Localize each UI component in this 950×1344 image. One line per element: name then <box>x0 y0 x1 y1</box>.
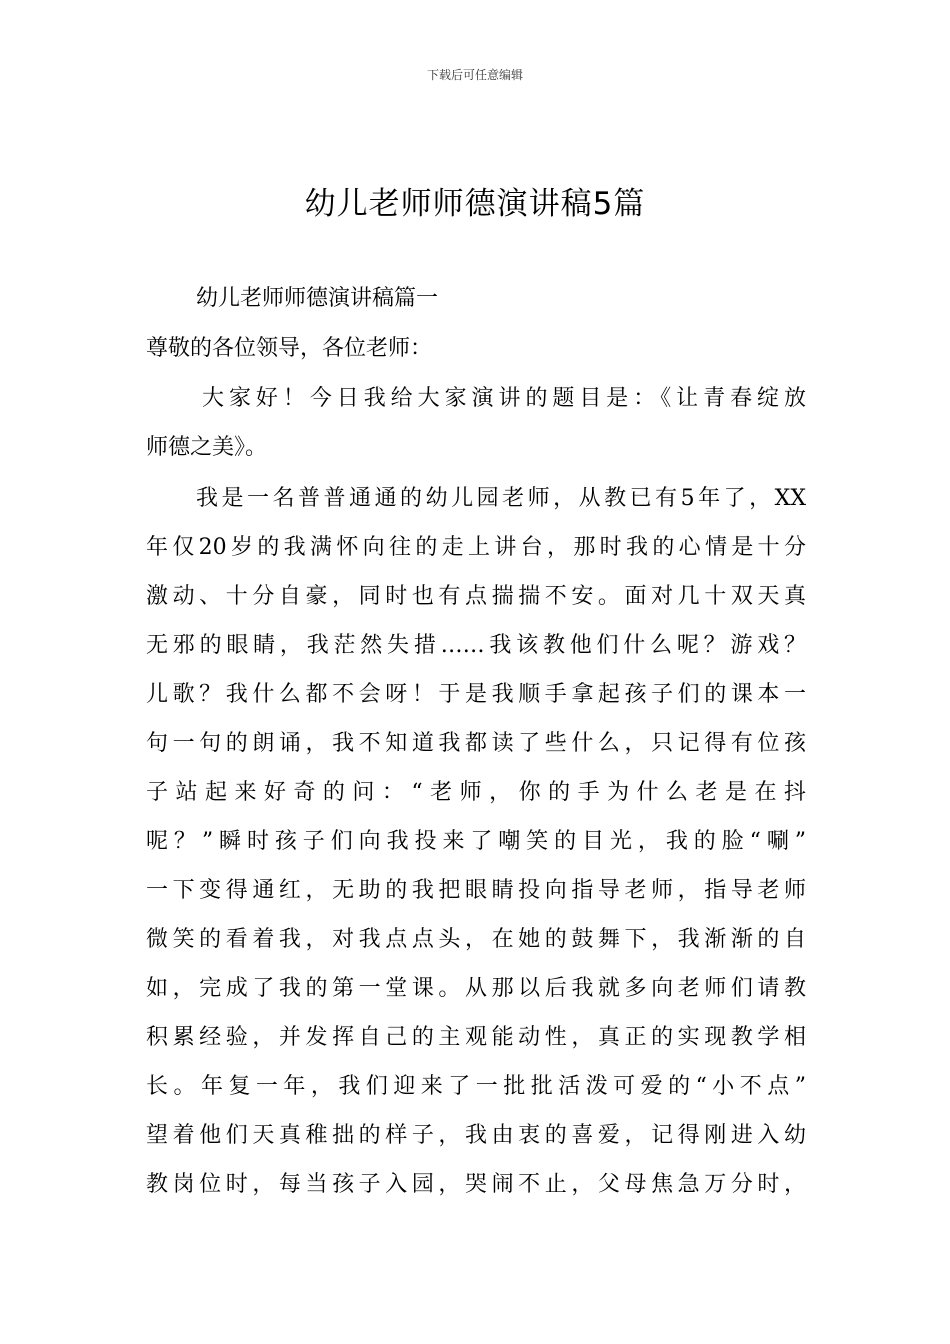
paragraph-line: 大家好！今日我给大家演讲的题目是：《让青春绽放 <box>202 386 806 411</box>
paragraph-line: 一下变得通红，无助的我把眼睛投向指导老师，指导老师 <box>146 878 806 903</box>
document-title: 幼儿老师师德演讲稿5篇 <box>304 186 646 222</box>
paragraph-line: 年仅20岁的我满怀向往的走上讲台，那时我的心情是十分 <box>146 535 806 560</box>
paragraph-line: 师德之美》。 <box>146 435 268 460</box>
paragraph-line: 如，完成了我的第一堂课。从那以后我就多向老师们请教 <box>146 976 806 1001</box>
paragraph-line: 长。年复一年，我们迎来了一批批活泼可爱的“小不点” <box>146 1074 806 1099</box>
paragraph-line: 无邪的眼睛，我茫然失措……我该教他们什么呢？游戏？ <box>146 633 806 658</box>
paragraph-line: 望着他们天真稚拙的样子，我由衷的喜爱，记得刚进入幼 <box>146 1123 806 1148</box>
paragraph-line: 儿歌？我什么都不会呀！于是我顺手拿起孩子们的课本一 <box>146 682 806 707</box>
paragraph-2 <box>146 474 806 1209</box>
paragraph-1 <box>146 374 806 472</box>
salutation: 尊敬的各位领导，各位老师： <box>146 336 433 361</box>
section-heading: 幼儿老师师德演讲稿篇一 <box>196 286 439 311</box>
paragraph-line: 激动、十分自豪，同时也有点揣揣不安。面对几十双天真 <box>146 584 806 609</box>
page-header-note: 下载后可任意编辑 <box>426 68 523 82</box>
paragraph-line: 积累经验，并发挥自己的主观能动性，真正的实现教学相 <box>146 1025 806 1050</box>
paragraph-line: 呢？”瞬时孩子们向我投来了嘲笑的目光，我的脸“唰” <box>146 829 806 854</box>
paragraph-line: 句一句的朗诵，我不知道我都读了些什么，只记得有位孩 <box>146 731 806 756</box>
paragraph-line: 教岗位时，每当孩子入园，哭闹不止，父母焦急万分时， <box>146 1172 806 1197</box>
paragraph-line: 微笑的看着我，对我点点头，在她的鼓舞下，我渐渐的自 <box>146 927 806 952</box>
paragraph-line: 子站起来好奇的问：“老师，你的手为什么老是在抖 <box>146 780 806 805</box>
paragraph-line: 我是一名普普通通的幼儿园老师，从教已有5年了，XX <box>196 486 806 511</box>
